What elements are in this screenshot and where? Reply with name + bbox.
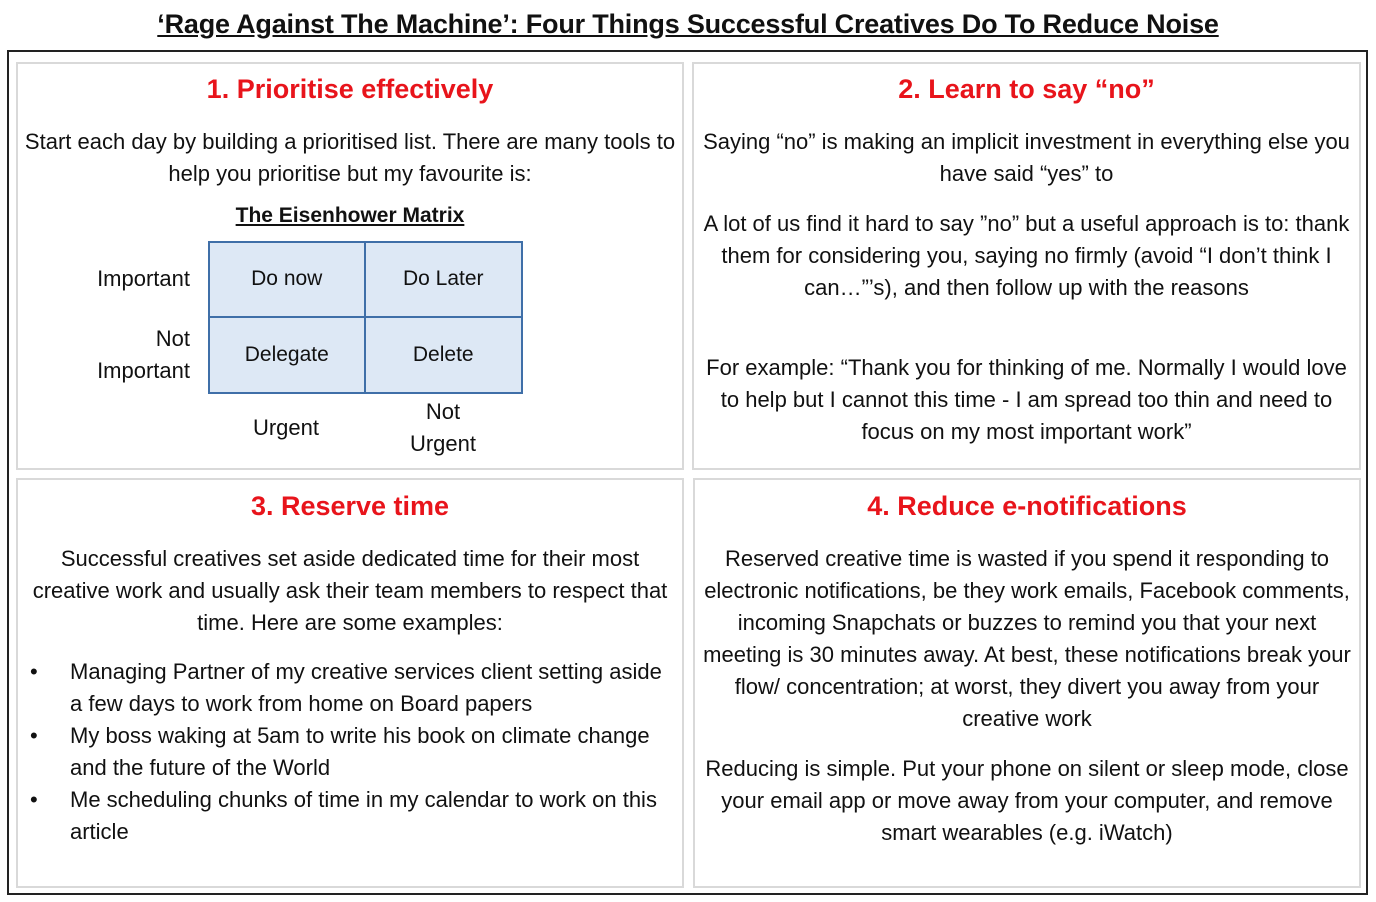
list-item: [28, 720, 672, 784]
page-title: ‘Rage Against The Machine’: Four Things Successful Creatives Do To Reduce Noise: [157, 9, 1219, 39]
panel-paragraph: A lot of us find it hard to say ”no” but a useful approach is to: thank them for considering you, saying no firmly (avoid “I don’t think I can…”’s), and then follow up with the reasons: [703, 211, 1350, 300]
panel-prioritise: [16, 62, 684, 470]
row-label-important: Important: [97, 266, 190, 291]
panel-paragraph: Reducing is simple. Put your phone on silent or sleep mode, close your email app or move away from your computer, and remove smart wearables (e.g. iWatch): [705, 756, 1349, 845]
examples-list: [28, 656, 672, 848]
matrix-cell-delete: Delete: [412, 342, 474, 366]
col-label-not-urgent: Not Urgent: [409, 399, 477, 456]
panel-heading: 2. Learn to say “no”: [898, 74, 1155, 104]
panel-reduce-notifications: [693, 478, 1361, 888]
list-item-text: My boss waking at 5am to write his book on climate change and the future of the World: [70, 723, 650, 780]
bullet-icon: •: [30, 659, 38, 684]
panel-heading: 3. Reserve time: [250, 491, 450, 521]
panel-paragraph: Saying “no” is making an implicit investment in everything else you have said “yes” to: [703, 129, 1350, 186]
bullet-icon: •: [30, 787, 38, 812]
panel-reserve-time: [16, 478, 684, 888]
matrix-cell-delegate: Delegate: [210, 318, 366, 393]
panel-intro: Start each day by building a prioritised list. There are many tools to help you prioritise but my favourite is:: [24, 129, 676, 186]
list-item-text: Managing Partner of my creative services client setting aside a few days to work from home on Board papers: [70, 659, 662, 716]
list-item-text: Me scheduling chunks of time in my calendar to work on this article: [70, 787, 657, 844]
panel-heading: 1. Prioritise effectively: [206, 74, 494, 104]
panel-say-no: [692, 62, 1361, 470]
matrix-title: The Eisenhower Matrix: [235, 204, 465, 227]
panel-paragraph: For example: “Thank you for thinking of me. Normally I would love to help but I cannot this time - I am spread too thin and need to focus on my most important work”: [706, 355, 1347, 444]
panel-heading: 4. Reduce e-notifications: [867, 491, 1187, 521]
panel-paragraph: Reserved creative time is wasted if you spend it responding to electronic notifications, be they work emails, Facebook comments, incoming Snapchats or buzzes to remind you that your next meeting is 30 minutes away. At best, these notifications break your flow/ concentration; at worst, they divert you away from your creative work: [703, 546, 1351, 731]
row-label-not-important: Not Important: [97, 326, 190, 383]
col-label-urgent: Urgent: [252, 415, 320, 440]
matrix-cell-do-now: Do now: [210, 243, 366, 318]
matrix-cell-do-later: Do Later: [366, 243, 522, 318]
panel-intro: Successful creatives set aside dedicated time for their most creative work and usually ask their team members to respect that time. Here are some examples:: [32, 546, 668, 635]
list-item: [28, 784, 672, 848]
list-item: [28, 656, 672, 720]
eisenhower-matrix: [208, 241, 523, 394]
bullet-icon: •: [30, 723, 38, 748]
